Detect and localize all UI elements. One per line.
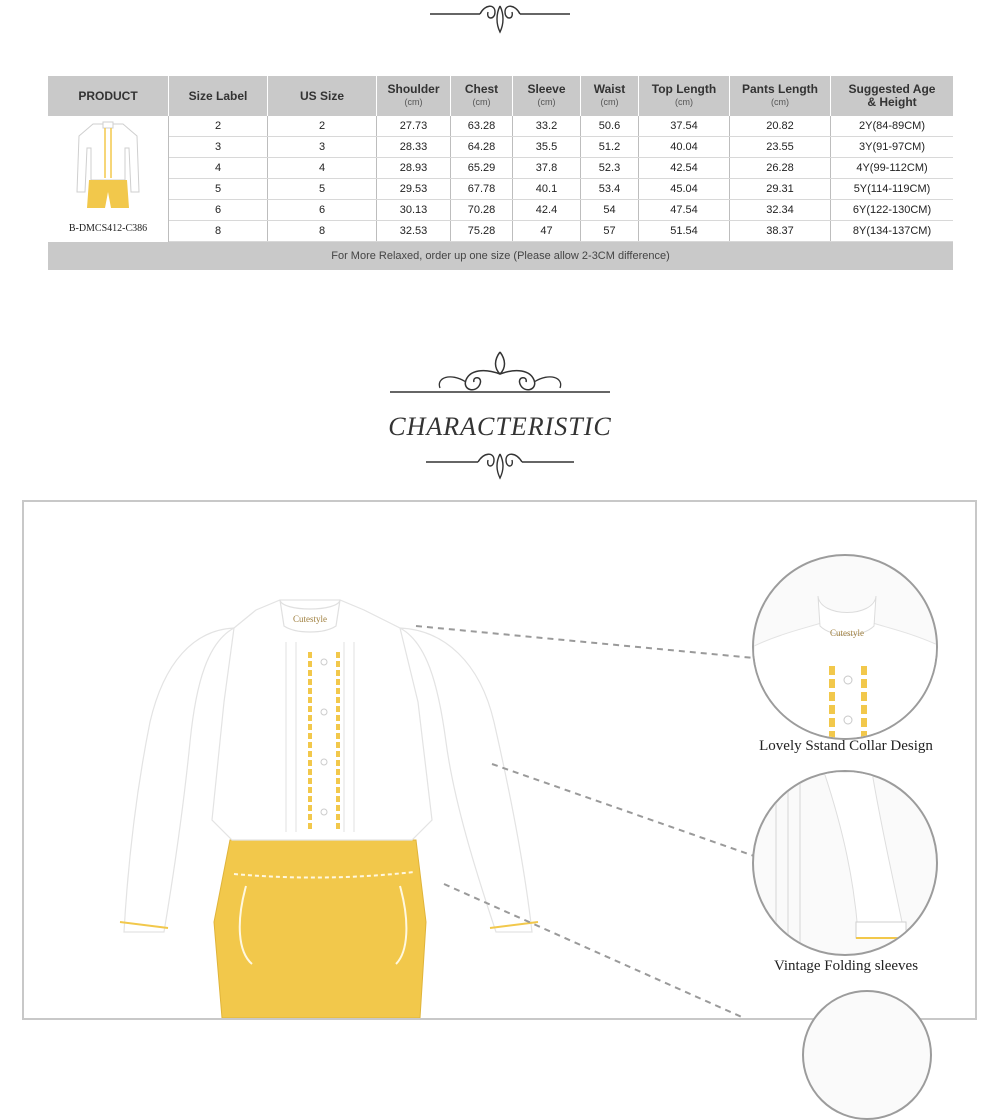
table-cell: 5Y(114-119CM) <box>831 179 954 200</box>
table-cell: 42.4 <box>513 200 581 221</box>
product-cell <box>48 116 169 242</box>
section-ornament-bottom <box>0 446 1000 482</box>
table-cell: 5 <box>169 179 268 200</box>
table-cell: 4Y(99-112CM) <box>831 158 954 179</box>
table-cell: 29.31 <box>730 179 831 200</box>
feature-frame <box>22 500 977 1020</box>
table-row <box>48 116 953 137</box>
table-cell: 50.6 <box>581 116 639 137</box>
col-header: PRODUCT <box>48 76 169 116</box>
table-cell: 8 <box>169 221 268 242</box>
size-chart-table <box>48 76 953 270</box>
table-cell: 51.2 <box>581 137 639 158</box>
section-title: CHARACTERISTIC <box>388 412 612 441</box>
col-header: Pants Length (cm) <box>730 76 831 116</box>
col-header: Top Length (cm) <box>639 76 730 116</box>
collar-detail-circle <box>752 554 938 740</box>
table-cell: 5 <box>268 179 377 200</box>
shirt-brand-label: Cutestyle <box>293 614 327 624</box>
table-cell: 30.13 <box>377 200 451 221</box>
col-header: Chest (cm) <box>451 76 513 116</box>
col-header: Sleeve (cm) <box>513 76 581 116</box>
table-cell: 2Y(84-89CM) <box>831 116 954 137</box>
table-cell: 3 <box>268 137 377 158</box>
table-cell: 67.78 <box>451 179 513 200</box>
product-thumbnail <box>73 118 143 220</box>
product-code: B-DMCS412-C386 <box>68 223 148 234</box>
table-footer-row <box>48 242 953 271</box>
table-cell: 27.73 <box>377 116 451 137</box>
table-cell: 40.04 <box>639 137 730 158</box>
table-cell: 4 <box>169 158 268 179</box>
table-cell: 2 <box>169 116 268 137</box>
table-cell: 23.55 <box>730 137 831 158</box>
table-row <box>48 200 953 221</box>
col-header: Size Label <box>169 76 268 116</box>
table-cell: 51.54 <box>639 221 730 242</box>
table-cell: 38.37 <box>730 221 831 242</box>
table-cell: 33.2 <box>513 116 581 137</box>
table-cell: 70.28 <box>451 200 513 221</box>
table-cell: 54 <box>581 200 639 221</box>
table-row <box>48 158 953 179</box>
table-cell: 52.3 <box>581 158 639 179</box>
table-cell: 2 <box>268 116 377 137</box>
table-cell: 29.53 <box>377 179 451 200</box>
table-header-row <box>48 76 953 116</box>
feature-caption-collar: Lovely Sstand Collar Design <box>759 738 933 754</box>
table-cell: 37.54 <box>639 116 730 137</box>
table-cell: 42.54 <box>639 158 730 179</box>
sleeve-detail-circle <box>752 770 938 956</box>
table-cell: 63.28 <box>451 116 513 137</box>
feature-caption-sleeve: Vintage Folding sleeves <box>773 958 919 974</box>
table-cell: 65.29 <box>451 158 513 179</box>
col-header: Waist (cm) <box>581 76 639 116</box>
table-cell: 3 <box>169 137 268 158</box>
table-cell: 45.04 <box>639 179 730 200</box>
detail-circle-3 <box>802 990 932 1120</box>
top-ornament <box>0 0 1000 40</box>
table-cell: 57 <box>581 221 639 242</box>
table-cell: 35.5 <box>513 137 581 158</box>
table-cell: 6 <box>268 200 377 221</box>
table-cell: 47 <box>513 221 581 242</box>
table-cell: 47.54 <box>639 200 730 221</box>
section-ornament-top <box>0 348 1000 404</box>
col-header: US Size <box>268 76 377 116</box>
table-cell: 32.34 <box>730 200 831 221</box>
table-cell: 28.93 <box>377 158 451 179</box>
table-cell: 8 <box>268 221 377 242</box>
table-cell: 3Y(91-97CM) <box>831 137 954 158</box>
table-cell: 20.82 <box>730 116 831 137</box>
table-cell: 6Y(122-130CM) <box>831 200 954 221</box>
col-header: Shoulder (cm) <box>377 76 451 116</box>
table-cell: 75.28 <box>451 221 513 242</box>
collar-brand-label: Cutestyle <box>830 628 864 638</box>
table-cell: 4 <box>268 158 377 179</box>
table-row <box>48 221 953 242</box>
table-cell: 32.53 <box>377 221 451 242</box>
table-cell: 37.8 <box>513 158 581 179</box>
col-header: Suggested Age & Height <box>831 76 954 116</box>
table-cell: 53.4 <box>581 179 639 200</box>
table-cell: 28.33 <box>377 137 451 158</box>
table-row <box>48 179 953 200</box>
table-cell: 26.28 <box>730 158 831 179</box>
table-cell: 6 <box>169 200 268 221</box>
table-cell: 8Y(134-137CM) <box>831 221 954 242</box>
table-row <box>48 137 953 158</box>
table-cell: 40.1 <box>513 179 581 200</box>
footer-note: For More Relaxed, order up one size (Please allow 2-3CM difference) <box>48 242 953 271</box>
table-cell: 64.28 <box>451 137 513 158</box>
